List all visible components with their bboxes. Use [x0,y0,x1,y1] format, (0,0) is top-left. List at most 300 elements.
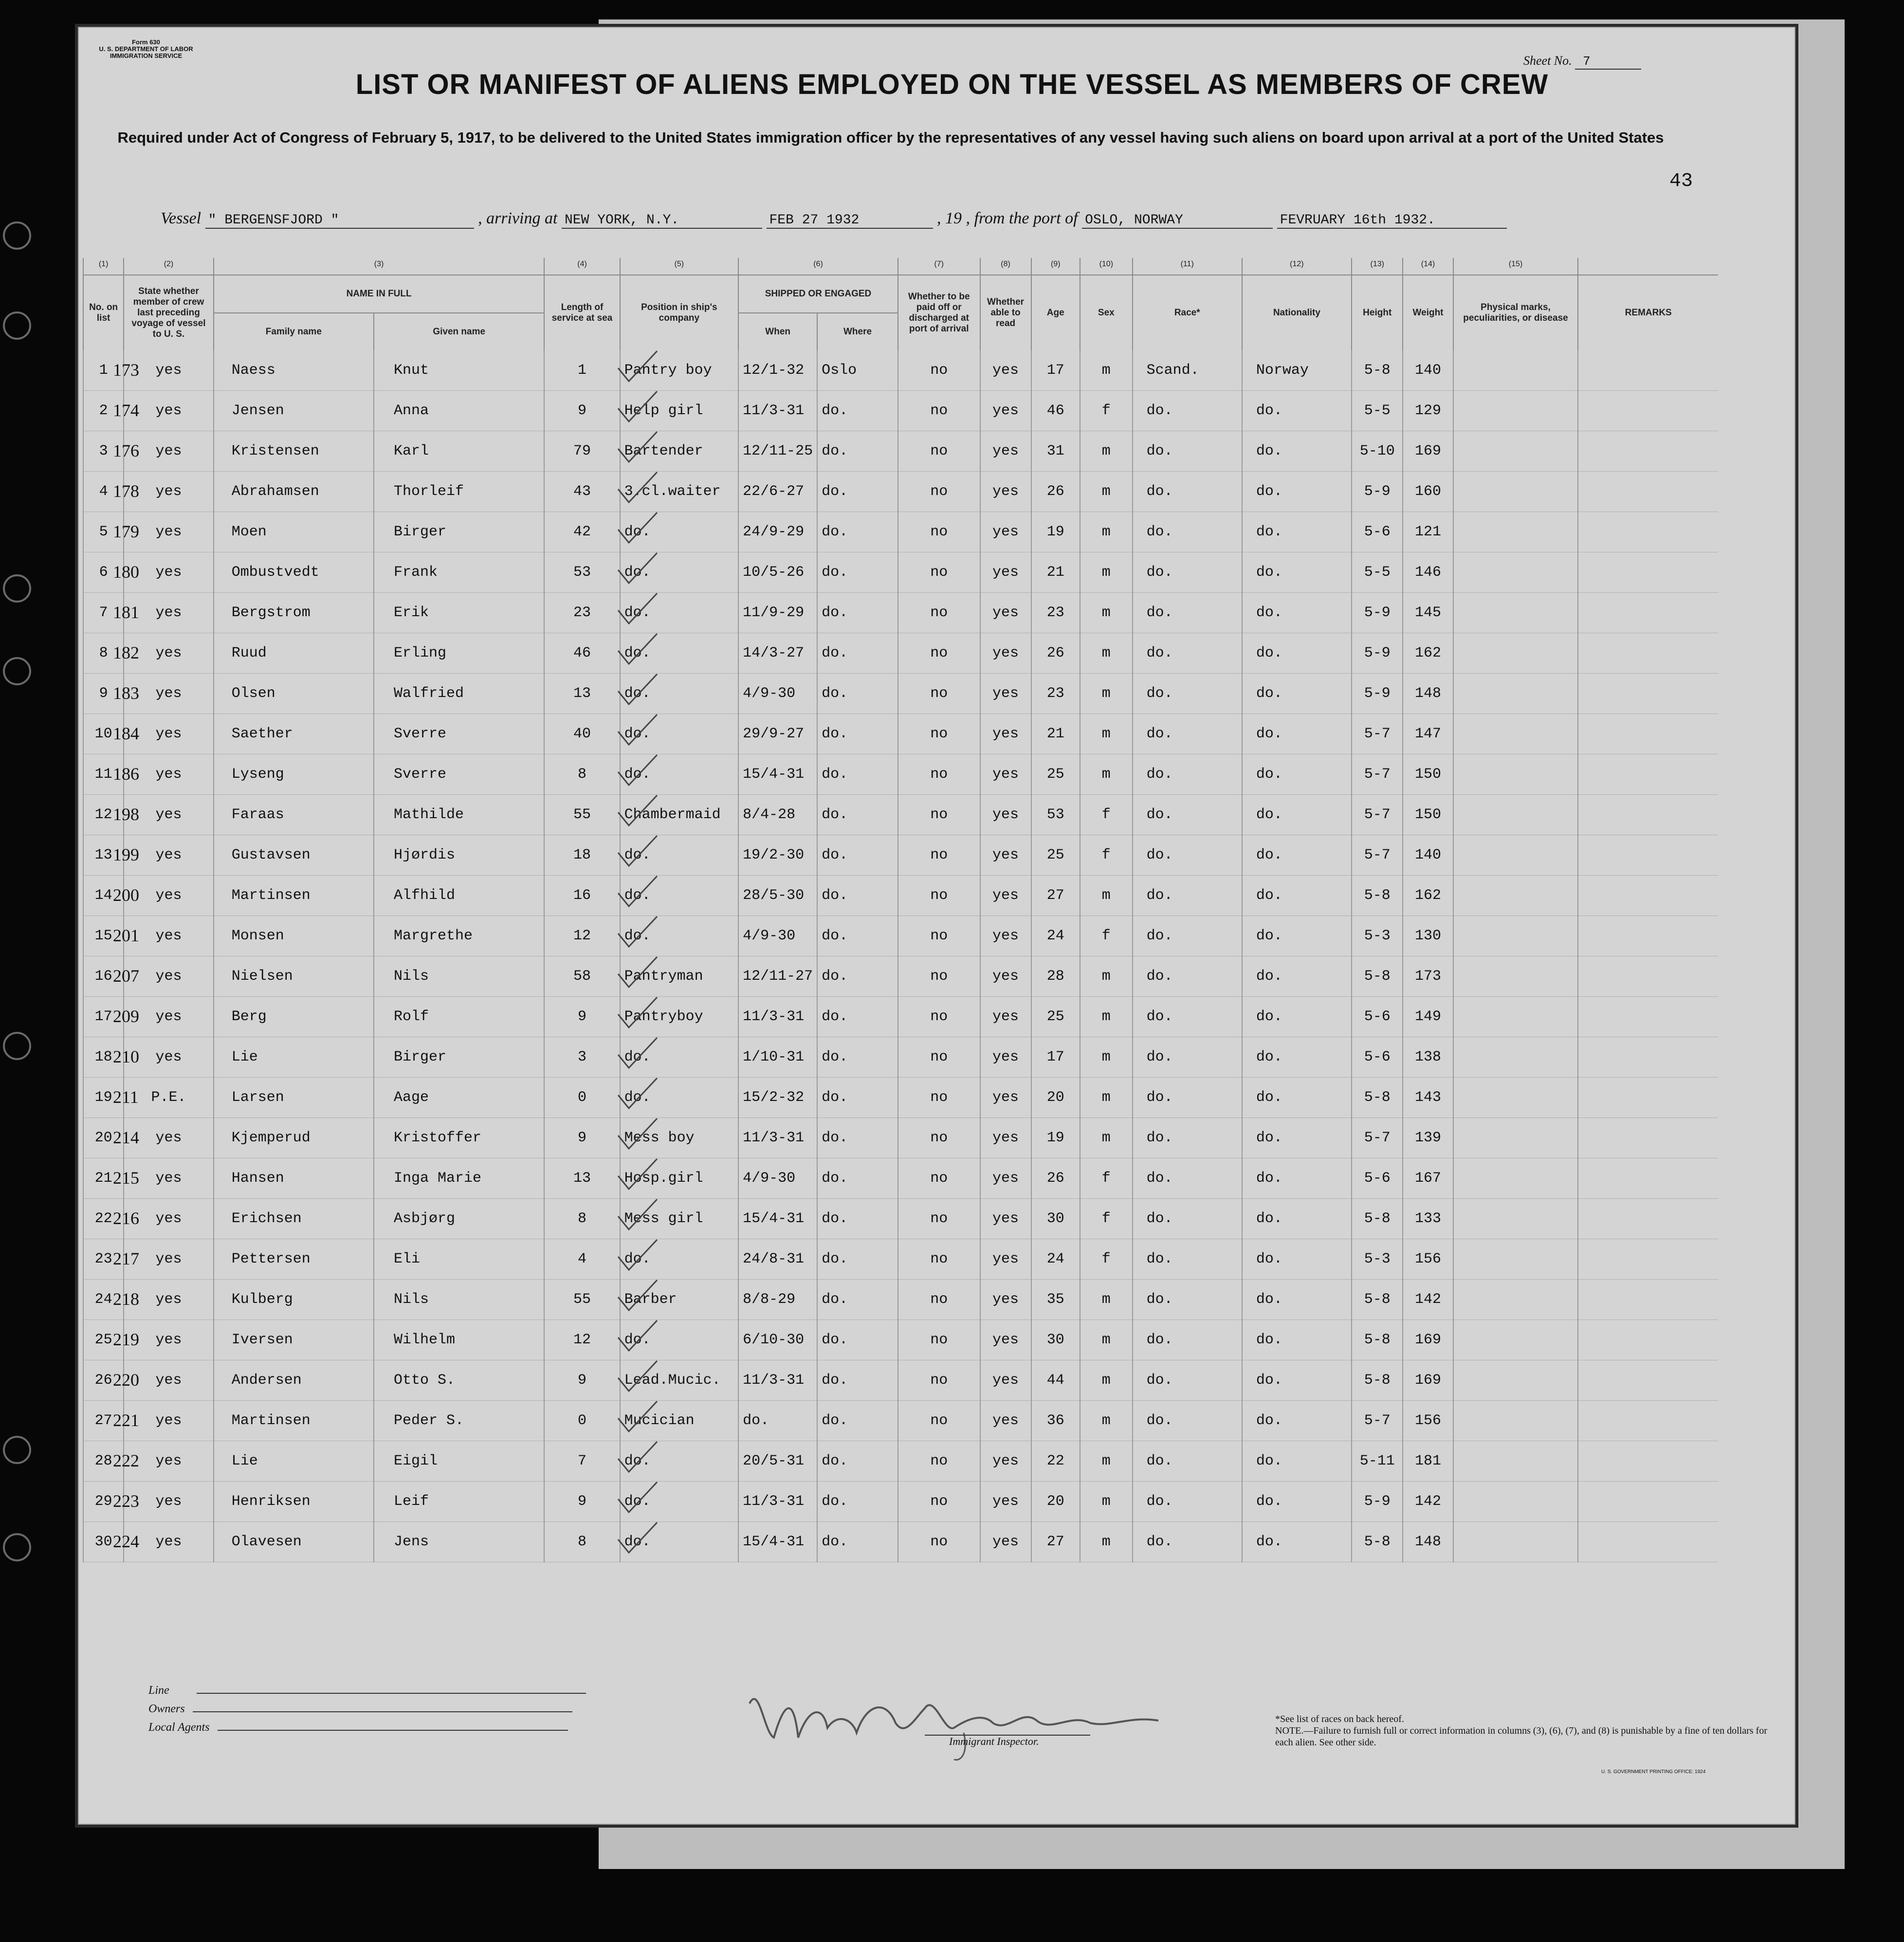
cell-paid-off: no [898,876,980,916]
cell-shipped-when: 11/3-31 [738,391,817,431]
cell-line-no: 17 [83,997,124,1037]
cell-weight: 145 [1403,593,1453,633]
cell-given-name: Nils [374,956,544,997]
seq-number: 180 [113,562,139,582]
cell-nationality: do. [1242,633,1352,674]
cell-given-name: Frank [374,552,544,593]
cell-family-name: Lyseng [214,754,374,795]
checkmark-icon [618,957,657,987]
cell-height: 5-6 [1352,1158,1403,1199]
cell-family-name: Monsen [214,916,374,956]
cell-line-no: 14 [83,876,124,916]
cell-age: 19 [1031,512,1080,552]
cell-height: 5-10 [1352,431,1403,472]
cell-height: 5-8 [1352,1280,1403,1320]
cell-weight: 147 [1403,714,1453,754]
cell-height: 5-11 [1352,1441,1403,1482]
cell-family-name: Andersen [214,1360,374,1401]
cell-able-to-read: yes [980,714,1031,754]
cell-family-name: Ruud [214,633,374,674]
cell-family-name: Moen [214,512,374,552]
cell-paid-off: no [898,1199,980,1239]
cell-nationality: do. [1242,512,1352,552]
seq-number: 214 [113,1128,139,1147]
col-num: (7) [898,258,980,275]
cell-able-to-read: yes [980,956,1031,997]
seq-number: 216 [113,1209,139,1228]
cell-line-no: 4 [83,472,124,512]
cell-member-prev: yes [124,997,213,1037]
cell-given-name: Hjørdis [374,835,544,876]
seq-number: 178 [113,481,139,501]
cell-member-prev: yes [124,350,213,391]
cell-race: do. [1133,714,1242,754]
cell-paid-off: no [898,1118,980,1158]
cell-age: 30 [1031,1320,1080,1360]
seq-number: 181 [113,603,139,622]
cell-sex: m [1080,1482,1133,1522]
cell-able-to-read: yes [980,1239,1031,1280]
cell-age: 24 [1031,916,1080,956]
cell-age: 17 [1031,1037,1080,1078]
cell-position: do. [620,674,739,714]
cell-height: 5-5 [1352,391,1403,431]
cell-line-no: 5 [83,512,124,552]
cell-length-of-service: 23 [544,593,620,633]
checkmark-icon [618,1442,657,1472]
cell-weight: 146 [1403,552,1453,593]
cell-able-to-read: yes [980,876,1031,916]
cell-age: 20 [1031,1482,1080,1522]
cell-nationality: do. [1242,1360,1352,1401]
cell-able-to-read: yes [980,472,1031,512]
checkmark-icon [618,1159,657,1189]
cell-shipped-when: 12/11-27 [738,956,817,997]
cell-paid-off: no [898,472,980,512]
cell-length-of-service: 79 [544,431,620,472]
cell-able-to-read: yes [980,431,1031,472]
cell-race: do. [1133,633,1242,674]
cell-weight: 139 [1403,1118,1453,1158]
cell-position: do. [620,1078,739,1118]
cell-line-no: 30 [83,1522,124,1562]
cell-height: 5-8 [1352,1078,1403,1118]
cell-given-name: Alfhild [374,876,544,916]
cell-shipped-when: 24/8-31 [738,1239,817,1280]
checkmark-icon [618,916,657,947]
cell-race: do. [1133,512,1242,552]
header-when: When [738,313,817,350]
cell-shipped-when: 15/4-31 [738,1522,817,1562]
cell-paid-off: no [898,633,980,674]
cell-able-to-read: yes [980,916,1031,956]
cell-age: 24 [1031,1239,1080,1280]
cell-member-prev: yes [124,714,213,754]
cell-nationality: do. [1242,1158,1352,1199]
cell-member-prev: yes [124,795,213,835]
cell-shipped-when: 19/2-30 [738,835,817,876]
cell-shipped-when: 11/3-31 [738,1360,817,1401]
cell-nationality: do. [1242,1118,1352,1158]
seq-number: 199 [113,845,139,864]
cell-shipped-where: do. [817,1320,898,1360]
checkmark-icon [618,715,657,745]
cell-paid-off: no [898,552,980,593]
cell-length-of-service: 7 [544,1441,620,1482]
vessel-name: " BERGENSFJORD " [205,213,474,229]
arrival-date-stamp: FEB 27 1932 [767,213,933,229]
inspector-signature [740,1674,1178,1762]
cell-line-no: 29 [83,1482,124,1522]
cell-shipped-when: 8/4-28 [738,795,817,835]
cell-sex: f [1080,1239,1133,1280]
cell-age: 25 [1031,835,1080,876]
cell-able-to-read: yes [980,1078,1031,1118]
year-label: , 19 [937,209,962,227]
header-nationality: Nationality [1242,275,1352,350]
cell-member-prev: yes [124,512,213,552]
line-label: Line [148,1684,169,1697]
cell-shipped-where: do. [817,795,898,835]
cell-able-to-read: yes [980,1401,1031,1441]
header-position: Position in ship's company [620,275,739,350]
cell-paid-off: no [898,1158,980,1199]
cell-shipped-where: do. [817,1280,898,1320]
cell-sex: f [1080,1199,1133,1239]
seq-number: 200 [113,885,139,905]
cell-nationality: do. [1242,1037,1352,1078]
cell-position: Chambermaid [620,795,739,835]
cell-shipped-where: do. [817,674,898,714]
cell-sex: m [1080,1280,1133,1320]
header-sex: Sex [1080,275,1133,350]
cell-nationality: do. [1242,391,1352,431]
local-agents-field [148,1721,586,1740]
cell-race: do. [1133,754,1242,795]
cell-given-name: Eli [374,1239,544,1280]
sheet-number-value: 7 [1575,54,1641,70]
cell-length-of-service: 4 [544,1239,620,1280]
cell-family-name: Faraas [214,795,374,835]
cell-paid-off: no [898,956,980,997]
seq-number: 209 [113,1007,139,1026]
cell-line-no: 25 [83,1320,124,1360]
cell-length-of-service: 42 [544,512,620,552]
col-num: (8) [980,258,1031,275]
cell-sex: f [1080,1158,1133,1199]
seq-number: 223 [113,1491,139,1511]
owners-field [148,1703,586,1721]
cell-paid-off: no [898,431,980,472]
cell-shipped-where: do. [817,1522,898,1562]
cell-weight: 173 [1403,956,1453,997]
local-agents-label: Local Agents [148,1721,210,1734]
cell-position: do. [620,552,739,593]
cell-sex: m [1080,472,1133,512]
cell-age: 36 [1031,1401,1080,1441]
cell-height: 5-7 [1352,754,1403,795]
checkmark-icon [618,391,657,421]
cell-length-of-service: 8 [544,1522,620,1562]
cell-member-prev: yes [124,1441,213,1482]
cell-paid-off: no [898,1401,980,1441]
col-num: (9) [1031,258,1080,275]
seq-number: 201 [113,926,139,945]
cell-age: 20 [1031,1078,1080,1118]
cell-line-no: 22 [83,1199,124,1239]
header-paid-off: Whether to be paid off or discharged at port of arrival [898,275,980,350]
cell-paid-off: no [898,1320,980,1360]
cell-position: do. [620,1522,739,1562]
seq-number: 184 [113,724,139,743]
cell-nationality: do. [1242,472,1352,512]
cell-line-no: 12 [83,795,124,835]
cell-sex: m [1080,1320,1133,1360]
departure-date: FEVRUARY 16th 1932. [1277,213,1507,229]
header-race: Race* [1133,275,1242,350]
cell-shipped-where: do. [817,593,898,633]
cell-sex: m [1080,956,1133,997]
cell-nationality: do. [1242,876,1352,916]
cell-position: do. [620,1482,739,1522]
races-note: *See list of races on back hereof. [1275,1714,1404,1724]
cell-length-of-service: 3 [544,1037,620,1078]
cell-nationality: do. [1242,1441,1352,1482]
cell-height: 5-9 [1352,593,1403,633]
cell-position: Lead.Mucic. [620,1360,739,1401]
seq-number: 224 [113,1532,139,1551]
cell-shipped-where: do. [817,1401,898,1441]
cell-weight: 130 [1403,916,1453,956]
cell-line-no: 10 [83,714,124,754]
cell-family-name: Erichsen [214,1199,374,1239]
cell-shipped-where: do. [817,1158,898,1199]
cell-length-of-service: 0 [544,1078,620,1118]
cell-weight: 148 [1403,1522,1453,1562]
cell-position: do. [620,714,739,754]
cell-member-prev: yes [124,552,213,593]
cell-nationality: do. [1242,593,1352,633]
cell-able-to-read: yes [980,1280,1031,1320]
cell-length-of-service: 53 [544,552,620,593]
cell-position: Bartender [620,431,739,472]
checkmark-icon [618,634,657,664]
cell-family-name: Abrahamsen [214,472,374,512]
checkmark-icon [618,795,657,825]
checkmark-icon [618,351,657,381]
cell-age: 44 [1031,1360,1080,1401]
col-num: (6) [738,258,898,275]
page-number: 43 [1669,170,1693,192]
cell-height: 5-3 [1352,916,1403,956]
checkmark-icon [618,1361,657,1391]
cell-paid-off: no [898,1078,980,1118]
cell-length-of-service: 8 [544,754,620,795]
checkmark-icon [618,836,657,866]
cell-line-no: 8 [83,633,124,674]
cell-line-no: 7 [83,593,124,633]
cell-height: 5-7 [1352,795,1403,835]
cell-shipped-when: 12/1-32 [738,350,817,391]
cell-race: do. [1133,431,1242,472]
cell-length-of-service: 16 [544,876,620,916]
cell-line-no: 23 [83,1239,124,1280]
cell-position: do. [620,593,739,633]
cell-position: Mucician [620,1401,739,1441]
header-name-in-full: NAME IN FULL [214,275,545,313]
page-subtitle: Required under Act of Congress of February 5, 1917, to be delivered to the United States immigration officer by the representatives of any vessel having such aliens on board upon arrival at a port of the United States [117,129,1664,146]
col-num: (14) [1403,258,1453,275]
cell-race: do. [1133,1199,1242,1239]
cell-family-name: Berg [214,997,374,1037]
cell-member-prev: yes [124,876,213,916]
cell-height: 5-9 [1352,674,1403,714]
cell-family-name: Henriksen [214,1482,374,1522]
departure-port: OSLO, NORWAY [1082,213,1273,229]
cell-shipped-where: do. [817,1078,898,1118]
footer-fields [148,1684,586,1740]
cell-length-of-service: 13 [544,1158,620,1199]
cell-position: do. [620,512,739,552]
cell-given-name: Aage [374,1078,544,1118]
cell-age: 25 [1031,997,1080,1037]
seq-number: 222 [113,1451,139,1470]
arriving-at: NEW YORK, N.Y. [562,213,762,229]
cell-race: do. [1133,1239,1242,1280]
cell-weight: 149 [1403,997,1453,1037]
cell-weight: 150 [1403,754,1453,795]
cell-member-prev: yes [124,1522,213,1562]
cell-line-no: 19 [83,1078,124,1118]
cell-nationality: do. [1242,956,1352,997]
service-name: IMMIGRATION SERVICE [110,52,183,59]
cell-able-to-read: yes [980,674,1031,714]
cell-shipped-where: do. [817,512,898,552]
cell-family-name: Iversen [214,1320,374,1360]
cell-age: 23 [1031,593,1080,633]
cell-shipped-where: do. [817,754,898,795]
cell-member-prev: yes [124,754,213,795]
cell-able-to-read: yes [980,552,1031,593]
cell-shipped-where: do. [817,552,898,593]
cell-race: do. [1133,472,1242,512]
cell-sex: m [1080,1522,1133,1562]
cell-position: do. [620,1239,739,1280]
cell-shipped-where: do. [817,1441,898,1482]
cell-family-name: Martinsen [214,1401,374,1441]
cell-position: Pantryman [620,956,739,997]
cell-position: Mess boy [620,1118,739,1158]
cell-weight: 140 [1403,835,1453,876]
cell-shipped-when: 4/9-30 [738,916,817,956]
seq-number: 215 [113,1168,139,1188]
checkmark-icon [618,997,657,1027]
cell-age: 35 [1031,1280,1080,1320]
cell-sex: m [1080,754,1133,795]
cell-race: do. [1133,593,1242,633]
cell-paid-off: no [898,1280,980,1320]
cell-height: 5-6 [1352,512,1403,552]
cell-height: 5-9 [1352,633,1403,674]
header-given-name: Given name [374,313,544,350]
col-num: (3) [214,258,545,275]
cell-position: Pantry boy [620,350,739,391]
cell-given-name: Sverre [374,754,544,795]
cell-member-prev: yes [124,835,213,876]
cell-weight: 142 [1403,1280,1453,1320]
checkmark-icon [618,432,657,462]
cell-given-name: Birger [374,512,544,552]
col-num: (4) [544,258,620,275]
cell-length-of-service: 8 [544,1199,620,1239]
cell-member-prev: yes [124,1037,213,1078]
cell-given-name: Jens [374,1522,544,1562]
cell-paid-off: no [898,512,980,552]
cell-length-of-service: 9 [544,1482,620,1522]
header-member-previous-voyage: State whether member of crew last preceding voyage of vessel to U. S. [124,275,213,350]
cell-length-of-service: 9 [544,1118,620,1158]
col-num: (11) [1133,258,1242,275]
col-num: (5) [620,258,739,275]
cell-shipped-where: do. [817,835,898,876]
cell-length-of-service: 0 [544,1401,620,1441]
cell-nationality: do. [1242,1320,1352,1360]
cell-given-name: Anna [374,391,544,431]
cell-position: Pantryboy [620,997,739,1037]
cell-paid-off: no [898,997,980,1037]
cell-position: do. [620,1320,739,1360]
cell-family-name: Kristensen [214,431,374,472]
cell-nationality: do. [1242,1239,1352,1280]
cell-weight: 140 [1403,350,1453,391]
sheet-number-label: Sheet No. [1523,54,1572,68]
cell-given-name: Thorleif [374,472,544,512]
cell-age: 17 [1031,350,1080,391]
cell-shipped-where: do. [817,1239,898,1280]
cell-age: 27 [1031,1522,1080,1562]
department-name: U. S. DEPARTMENT OF LABOR [99,45,193,53]
cell-family-name: Gustavsen [214,835,374,876]
cell-nationality: do. [1242,1482,1352,1522]
cell-shipped-where: do. [817,1037,898,1078]
cell-family-name: Kjemperud [214,1118,374,1158]
cell-family-name: Pettersen [214,1239,374,1280]
cell-shipped-where: do. [817,714,898,754]
cell-given-name: Leif [374,1482,544,1522]
seq-number: 198 [113,805,139,824]
cell-height: 5-8 [1352,1360,1403,1401]
cell-sex: m [1080,512,1133,552]
seq-number: 207 [113,966,139,986]
cell-paid-off: no [898,1239,980,1280]
cell-line-no: 3 [83,431,124,472]
cell-shipped-when: 10/5-26 [738,552,817,593]
cell-member-prev: yes [124,1401,213,1441]
cell-able-to-read: yes [980,1199,1031,1239]
from-port-label: , from the port of [966,209,1078,227]
cell-weight: 129 [1403,391,1453,431]
cell-able-to-read: yes [980,350,1031,391]
checkmark-icon [618,1522,657,1553]
cell-given-name: Peder S. [374,1401,544,1441]
cell-shipped-when: 8/8-29 [738,1280,817,1320]
col-num: (13) [1352,258,1403,275]
cell-weight: 169 [1403,1320,1453,1360]
seq-number: 210 [113,1047,139,1066]
cell-line-no: 13 [83,835,124,876]
cell-weight: 133 [1403,1199,1453,1239]
cell-position: do. [620,754,739,795]
